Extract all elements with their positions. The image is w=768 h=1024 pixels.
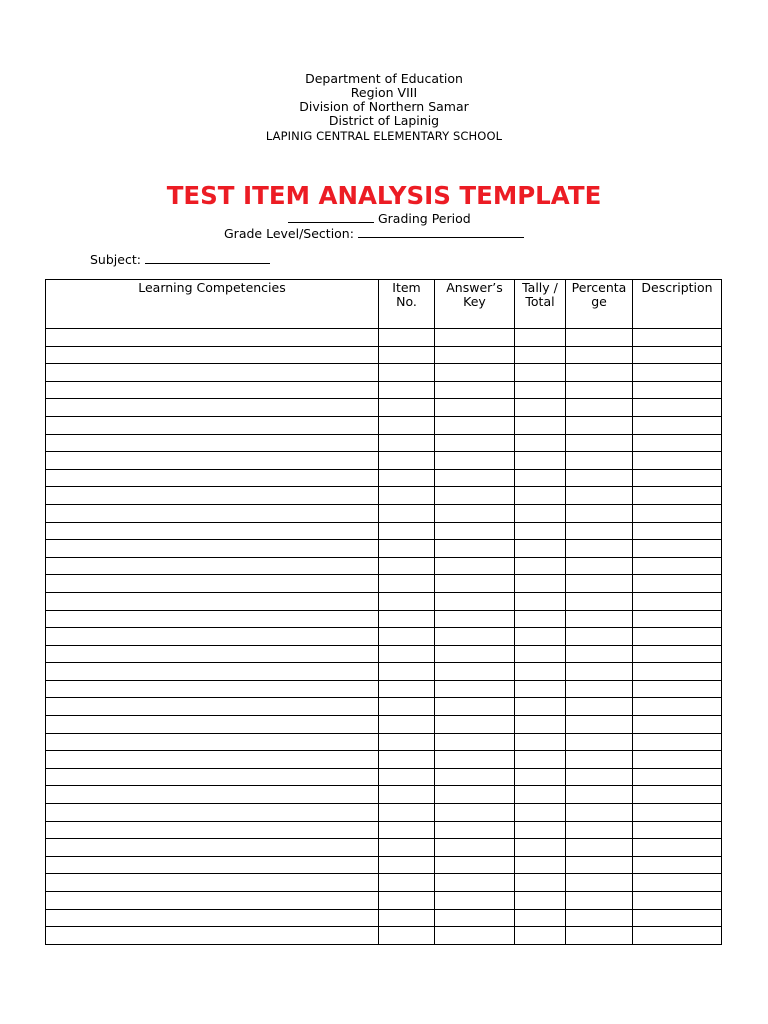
table-row bbox=[46, 892, 722, 910]
col-description: Description bbox=[633, 280, 722, 329]
table-cell[interactable] bbox=[633, 540, 722, 558]
table-cell[interactable] bbox=[435, 452, 515, 470]
table-cell[interactable] bbox=[566, 434, 633, 452]
table-row bbox=[46, 874, 722, 892]
table-cell[interactable] bbox=[435, 346, 515, 364]
page-title: TEST ITEM ANALYSIS TEMPLATE bbox=[166, 181, 602, 210]
table-cell[interactable] bbox=[379, 698, 435, 716]
table-cell[interactable] bbox=[566, 610, 633, 628]
table-cell[interactable] bbox=[566, 540, 633, 558]
table-cell[interactable] bbox=[379, 469, 435, 487]
table-cell[interactable] bbox=[379, 892, 435, 910]
table-body bbox=[46, 329, 722, 945]
table-cell[interactable] bbox=[435, 628, 515, 646]
table-row bbox=[46, 452, 722, 470]
col-item-no: Item No. bbox=[379, 280, 435, 329]
table-cell[interactable] bbox=[46, 557, 379, 575]
table-cell[interactable] bbox=[515, 610, 566, 628]
table-cell[interactable] bbox=[435, 592, 515, 610]
table-cell[interactable] bbox=[379, 592, 435, 610]
table-row bbox=[46, 346, 722, 364]
table-cell[interactable] bbox=[435, 909, 515, 927]
table-cell[interactable] bbox=[379, 504, 435, 522]
table-cell[interactable] bbox=[46, 364, 379, 382]
table-cell[interactable] bbox=[379, 909, 435, 927]
table-cell[interactable] bbox=[435, 839, 515, 857]
table-row bbox=[46, 364, 722, 382]
table-cell[interactable] bbox=[515, 364, 566, 382]
table-cell[interactable] bbox=[435, 540, 515, 558]
table-cell[interactable] bbox=[435, 381, 515, 399]
table-row bbox=[46, 575, 722, 593]
table-cell[interactable] bbox=[435, 329, 515, 347]
grade-level-blank[interactable] bbox=[358, 226, 524, 238]
table-cell[interactable] bbox=[633, 821, 722, 839]
table-cell[interactable] bbox=[566, 487, 633, 505]
table-cell[interactable] bbox=[515, 909, 566, 927]
table-row bbox=[46, 680, 722, 698]
table-cell[interactable] bbox=[633, 716, 722, 734]
table-cell[interactable] bbox=[46, 399, 379, 417]
table-cell[interactable] bbox=[633, 557, 722, 575]
table-cell[interactable] bbox=[566, 364, 633, 382]
table-row bbox=[46, 540, 722, 558]
table-cell[interactable] bbox=[379, 768, 435, 786]
table-cell[interactable] bbox=[515, 874, 566, 892]
table-cell[interactable] bbox=[46, 839, 379, 857]
table-cell[interactable] bbox=[435, 856, 515, 874]
table-cell[interactable] bbox=[435, 469, 515, 487]
header-district: District of Lapinig bbox=[328, 113, 440, 128]
table-cell[interactable] bbox=[515, 663, 566, 681]
table-cell[interactable] bbox=[633, 645, 722, 663]
table-cell[interactable] bbox=[515, 733, 566, 751]
table-cell[interactable] bbox=[435, 892, 515, 910]
table-row bbox=[46, 381, 722, 399]
table-cell[interactable] bbox=[46, 504, 379, 522]
table-row bbox=[46, 839, 722, 857]
table-cell[interactable] bbox=[515, 540, 566, 558]
table-cell[interactable] bbox=[46, 751, 379, 769]
grade-level-line bbox=[224, 226, 524, 241]
table-row bbox=[46, 399, 722, 417]
table-cell[interactable] bbox=[435, 751, 515, 769]
table-cell[interactable] bbox=[633, 381, 722, 399]
table-row bbox=[46, 733, 722, 751]
table-cell[interactable] bbox=[633, 575, 722, 593]
table-row bbox=[46, 416, 722, 434]
table-cell[interactable] bbox=[515, 821, 566, 839]
table-cell[interactable] bbox=[379, 540, 435, 558]
table-cell[interactable] bbox=[435, 504, 515, 522]
table-cell[interactable] bbox=[46, 610, 379, 628]
table-cell[interactable] bbox=[633, 751, 722, 769]
table-cell[interactable] bbox=[379, 927, 435, 945]
table-cell[interactable] bbox=[566, 821, 633, 839]
table-cell[interactable] bbox=[435, 416, 515, 434]
table-cell[interactable] bbox=[379, 804, 435, 822]
table-cell[interactable] bbox=[515, 416, 566, 434]
table-cell[interactable] bbox=[435, 645, 515, 663]
table-cell[interactable] bbox=[379, 399, 435, 417]
table-header-row bbox=[46, 280, 722, 329]
table-row bbox=[46, 487, 722, 505]
table-cell[interactable] bbox=[46, 575, 379, 593]
table-cell[interactable] bbox=[566, 452, 633, 470]
table-cell[interactable] bbox=[435, 680, 515, 698]
table-cell[interactable] bbox=[379, 381, 435, 399]
table-cell[interactable] bbox=[515, 399, 566, 417]
table-cell[interactable] bbox=[633, 733, 722, 751]
table-cell[interactable] bbox=[515, 522, 566, 540]
col-learning-competencies: Learning Competencies bbox=[46, 280, 379, 329]
table-cell[interactable] bbox=[379, 522, 435, 540]
table-cell[interactable] bbox=[46, 592, 379, 610]
table-cell[interactable] bbox=[515, 575, 566, 593]
table-cell[interactable] bbox=[633, 786, 722, 804]
table-cell[interactable] bbox=[515, 434, 566, 452]
table-cell[interactable] bbox=[633, 487, 722, 505]
table-cell[interactable] bbox=[515, 680, 566, 698]
table-cell[interactable] bbox=[46, 645, 379, 663]
table-cell[interactable] bbox=[379, 575, 435, 593]
table-cell[interactable] bbox=[379, 628, 435, 646]
table-cell[interactable] bbox=[515, 469, 566, 487]
grading-period-label: Grading Period bbox=[377, 211, 471, 226]
table-cell[interactable] bbox=[379, 839, 435, 857]
table-cell[interactable] bbox=[633, 329, 722, 347]
table-cell[interactable] bbox=[379, 716, 435, 734]
table-cell[interactable] bbox=[566, 469, 633, 487]
table-cell[interactable] bbox=[379, 786, 435, 804]
col-percentage: Percentage bbox=[566, 280, 633, 329]
table-cell[interactable] bbox=[566, 381, 633, 399]
table-cell[interactable] bbox=[566, 329, 633, 347]
table-row bbox=[46, 768, 722, 786]
table-cell[interactable] bbox=[633, 768, 722, 786]
table-cell[interactable] bbox=[46, 768, 379, 786]
table-cell[interactable] bbox=[46, 733, 379, 751]
table-row bbox=[46, 804, 722, 822]
table-cell[interactable] bbox=[566, 557, 633, 575]
table-cell[interactable] bbox=[379, 733, 435, 751]
table-cell[interactable] bbox=[633, 839, 722, 857]
table-cell[interactable] bbox=[515, 768, 566, 786]
table-cell[interactable] bbox=[566, 909, 633, 927]
table-cell[interactable] bbox=[633, 804, 722, 822]
table-cell[interactable] bbox=[566, 663, 633, 681]
table-cell[interactable] bbox=[633, 892, 722, 910]
subject-label: Subject: bbox=[90, 252, 141, 267]
table-cell[interactable] bbox=[515, 628, 566, 646]
header-division: Division of Northern Samar bbox=[299, 99, 469, 114]
table-cell[interactable] bbox=[633, 874, 722, 892]
table-row bbox=[46, 628, 722, 646]
table-row bbox=[46, 504, 722, 522]
table-cell[interactable] bbox=[566, 751, 633, 769]
col-answers-key: Answer’s Key bbox=[435, 280, 515, 329]
table-cell[interactable] bbox=[46, 804, 379, 822]
table-cell[interactable] bbox=[633, 346, 722, 364]
table-cell[interactable] bbox=[379, 874, 435, 892]
table-cell[interactable] bbox=[566, 768, 633, 786]
table-cell[interactable] bbox=[46, 540, 379, 558]
table-row bbox=[46, 469, 722, 487]
table-cell[interactable] bbox=[515, 645, 566, 663]
table-cell[interactable] bbox=[46, 909, 379, 927]
table-cell[interactable] bbox=[566, 804, 633, 822]
table-cell[interactable] bbox=[566, 856, 633, 874]
table-cell[interactable] bbox=[515, 698, 566, 716]
table-cell[interactable] bbox=[633, 909, 722, 927]
table-row bbox=[46, 592, 722, 610]
table-cell[interactable] bbox=[633, 399, 722, 417]
table-cell[interactable] bbox=[515, 927, 566, 945]
table-cell[interactable] bbox=[379, 663, 435, 681]
table-cell[interactable] bbox=[435, 768, 515, 786]
table-cell[interactable] bbox=[46, 716, 379, 734]
table-cell[interactable] bbox=[566, 346, 633, 364]
document-header bbox=[0, 72, 768, 144]
table-cell[interactable] bbox=[633, 927, 722, 945]
item-analysis-table bbox=[45, 279, 722, 945]
table-cell[interactable] bbox=[379, 452, 435, 470]
table-cell[interactable] bbox=[435, 716, 515, 734]
table-cell[interactable] bbox=[566, 592, 633, 610]
table-cell[interactable] bbox=[566, 892, 633, 910]
table-row bbox=[46, 698, 722, 716]
table-cell[interactable] bbox=[566, 698, 633, 716]
table-cell[interactable] bbox=[566, 522, 633, 540]
table-cell[interactable] bbox=[633, 680, 722, 698]
table-cell[interactable] bbox=[379, 364, 435, 382]
table-row bbox=[46, 645, 722, 663]
table-cell[interactable] bbox=[435, 557, 515, 575]
table-cell[interactable] bbox=[379, 856, 435, 874]
grade-level-label: Grade Level/Section: bbox=[224, 226, 354, 241]
table-cell[interactable] bbox=[633, 452, 722, 470]
table-cell[interactable] bbox=[435, 522, 515, 540]
table-cell[interactable] bbox=[379, 346, 435, 364]
table-row bbox=[46, 751, 722, 769]
table-cell[interactable] bbox=[46, 416, 379, 434]
table-cell[interactable] bbox=[566, 874, 633, 892]
table-cell[interactable] bbox=[379, 680, 435, 698]
table-cell[interactable] bbox=[515, 716, 566, 734]
table-cell[interactable] bbox=[379, 329, 435, 347]
table-cell[interactable] bbox=[633, 628, 722, 646]
table-cell[interactable] bbox=[633, 663, 722, 681]
table-cell[interactable] bbox=[566, 628, 633, 646]
table-row bbox=[46, 557, 722, 575]
table-cell[interactable] bbox=[46, 663, 379, 681]
table-cell[interactable] bbox=[566, 680, 633, 698]
table-cell[interactable] bbox=[435, 575, 515, 593]
table-cell[interactable] bbox=[46, 628, 379, 646]
table-cell[interactable] bbox=[515, 504, 566, 522]
table-cell[interactable] bbox=[46, 680, 379, 698]
table-cell[interactable] bbox=[435, 434, 515, 452]
table-cell[interactable] bbox=[379, 610, 435, 628]
table-row bbox=[46, 786, 722, 804]
table-cell[interactable] bbox=[566, 839, 633, 857]
table-cell[interactable] bbox=[515, 592, 566, 610]
table-cell[interactable] bbox=[515, 329, 566, 347]
table-cell[interactable] bbox=[515, 346, 566, 364]
table-cell[interactable] bbox=[633, 434, 722, 452]
table-cell[interactable] bbox=[515, 452, 566, 470]
table-cell[interactable] bbox=[566, 416, 633, 434]
table-cell[interactable] bbox=[435, 364, 515, 382]
table-cell[interactable] bbox=[46, 381, 379, 399]
table-cell[interactable] bbox=[633, 504, 722, 522]
table-cell[interactable] bbox=[515, 751, 566, 769]
table-cell[interactable] bbox=[46, 522, 379, 540]
table-cell[interactable] bbox=[515, 786, 566, 804]
table-cell[interactable] bbox=[46, 927, 379, 945]
header-region: Region VIII bbox=[350, 85, 418, 100]
table-cell[interactable] bbox=[46, 698, 379, 716]
table-cell[interactable] bbox=[46, 786, 379, 804]
table-cell[interactable] bbox=[435, 663, 515, 681]
table-cell[interactable] bbox=[46, 329, 379, 347]
table-cell[interactable] bbox=[633, 610, 722, 628]
table-cell[interactable] bbox=[566, 575, 633, 593]
table-cell[interactable] bbox=[379, 434, 435, 452]
table-row bbox=[46, 909, 722, 927]
table-cell[interactable] bbox=[515, 381, 566, 399]
table-cell[interactable] bbox=[633, 698, 722, 716]
table-cell[interactable] bbox=[435, 487, 515, 505]
table-cell[interactable] bbox=[515, 856, 566, 874]
table-cell[interactable] bbox=[435, 804, 515, 822]
header-department: Department of Education bbox=[305, 71, 463, 86]
table-cell[interactable] bbox=[566, 927, 633, 945]
table-cell[interactable] bbox=[515, 557, 566, 575]
table-cell[interactable] bbox=[46, 874, 379, 892]
header-school-name: LAPINIG CENTRAL ELEMENTARY SCHOOL bbox=[265, 129, 503, 143]
table-cell[interactable] bbox=[566, 399, 633, 417]
table-cell[interactable] bbox=[435, 927, 515, 945]
table-cell[interactable] bbox=[435, 874, 515, 892]
grading-period-line bbox=[288, 211, 471, 226]
table-cell[interactable] bbox=[379, 645, 435, 663]
table-cell[interactable] bbox=[46, 856, 379, 874]
table-cell[interactable] bbox=[379, 416, 435, 434]
table-cell[interactable] bbox=[566, 716, 633, 734]
table-cell[interactable] bbox=[435, 610, 515, 628]
table-cell[interactable] bbox=[633, 416, 722, 434]
table-cell[interactable] bbox=[435, 399, 515, 417]
table-cell[interactable] bbox=[379, 487, 435, 505]
table-cell[interactable] bbox=[46, 434, 379, 452]
table-cell[interactable] bbox=[566, 645, 633, 663]
table-cell[interactable] bbox=[633, 856, 722, 874]
table-cell[interactable] bbox=[435, 733, 515, 751]
table-cell[interactable] bbox=[46, 892, 379, 910]
table-cell[interactable] bbox=[515, 839, 566, 857]
table-cell[interactable] bbox=[435, 786, 515, 804]
table-cell[interactable] bbox=[46, 821, 379, 839]
table-cell[interactable] bbox=[379, 751, 435, 769]
table-cell[interactable] bbox=[379, 821, 435, 839]
table-cell[interactable] bbox=[633, 592, 722, 610]
subject-line bbox=[90, 252, 270, 267]
table-row bbox=[46, 927, 722, 945]
table-cell[interactable] bbox=[633, 469, 722, 487]
table-row bbox=[46, 522, 722, 540]
table-cell[interactable] bbox=[515, 804, 566, 822]
table-row bbox=[46, 434, 722, 452]
table-cell[interactable] bbox=[566, 786, 633, 804]
table-cell[interactable] bbox=[633, 364, 722, 382]
table-cell[interactable] bbox=[515, 892, 566, 910]
table-cell[interactable] bbox=[566, 733, 633, 751]
table-row bbox=[46, 663, 722, 681]
table-cell[interactable] bbox=[566, 504, 633, 522]
table-row bbox=[46, 716, 722, 734]
table-cell[interactable] bbox=[46, 346, 379, 364]
table-cell[interactable] bbox=[435, 821, 515, 839]
table-cell[interactable] bbox=[435, 698, 515, 716]
table-cell[interactable] bbox=[46, 452, 379, 470]
table-row bbox=[46, 329, 722, 347]
table-cell[interactable] bbox=[46, 487, 379, 505]
table-cell[interactable] bbox=[379, 557, 435, 575]
grading-period-blank[interactable] bbox=[288, 211, 374, 223]
col-tally-total: Tally /Total bbox=[515, 280, 566, 329]
table-cell[interactable] bbox=[515, 487, 566, 505]
table-cell[interactable] bbox=[46, 469, 379, 487]
subject-blank[interactable] bbox=[145, 252, 270, 264]
table-row bbox=[46, 610, 722, 628]
table-row bbox=[46, 821, 722, 839]
table-cell[interactable] bbox=[633, 522, 722, 540]
table-row bbox=[46, 856, 722, 874]
